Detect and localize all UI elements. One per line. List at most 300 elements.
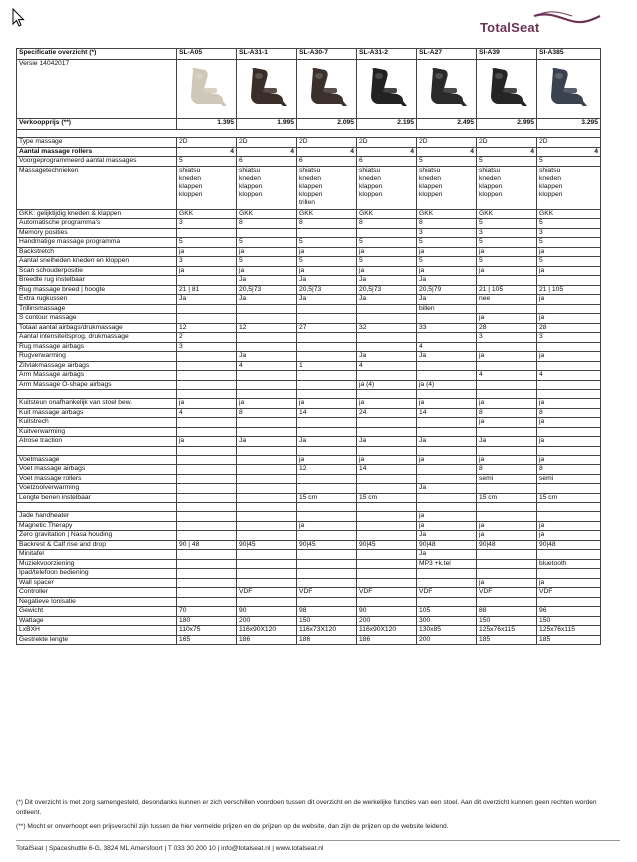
spec-value: 8 (477, 465, 537, 475)
spec-value (537, 446, 601, 455)
spec-value: 12 (297, 465, 357, 475)
spec-label: Jade handheater (17, 512, 177, 522)
spec-value (297, 474, 357, 484)
spec-value (177, 418, 237, 428)
technique-item: klappen (299, 182, 323, 190)
spec-value: semi (477, 474, 537, 484)
technique-item: klappen (179, 182, 203, 190)
spec-value: 21 | 105 (477, 285, 537, 295)
spec-value (537, 503, 601, 512)
spec-value: 185 (477, 635, 537, 645)
spec-row (17, 597, 601, 607)
spec-label: Muziekvoorziening (17, 559, 177, 569)
spec-value: ja (297, 247, 357, 257)
image-row (17, 60, 601, 119)
spec-value: 90|45 (357, 540, 417, 550)
spec-value: ja (357, 455, 417, 465)
model-name: SL-A05 (177, 49, 237, 60)
spec-label: Kuit massage airbags (17, 408, 177, 418)
spec-value: 12 (177, 323, 237, 333)
technique-item: kloppen (479, 190, 503, 198)
spec-value: 5 (537, 257, 601, 267)
spec-row (17, 540, 601, 550)
spec-label: Rugverwarming (17, 352, 177, 362)
spec-value: ja (177, 437, 237, 447)
spec-value: 15 cm (297, 493, 357, 503)
massage-chair-image (363, 66, 409, 108)
spec-value: 125x76x115 (477, 626, 537, 636)
spec-label: Arm Massage airbags (17, 371, 177, 381)
price-value: 2.095 (297, 119, 357, 130)
spec-label (17, 446, 177, 455)
spec-value: ja (537, 521, 601, 531)
spec-value (297, 550, 357, 560)
spec-value: ja (237, 399, 297, 409)
spec-row (17, 238, 601, 248)
spec-value: 5 (357, 257, 417, 267)
spec-value: 4 (357, 361, 417, 371)
spec-value: 8 (297, 219, 357, 229)
spec-value: ja (4) (357, 380, 417, 390)
spec-value: GKK (237, 209, 297, 219)
spec-value (357, 446, 417, 455)
spec-value: 3 (477, 333, 537, 343)
spec-value: 27 (297, 323, 357, 333)
model-name: SL-A27 (417, 49, 477, 60)
spec-row (17, 166, 601, 209)
spec-row (17, 361, 601, 371)
spec-value: 20,5|79 (417, 285, 477, 295)
spec-value (297, 418, 357, 428)
spec-value: 2 (177, 333, 237, 343)
spec-value (417, 390, 477, 399)
technique-item: klappen (239, 182, 263, 190)
spec-value: ja (477, 266, 537, 276)
spec-value (177, 455, 237, 465)
spec-value: 186 (297, 635, 357, 645)
spec-value: GKK (357, 209, 417, 219)
spec-value (177, 446, 237, 455)
spec-label: Gestrekte lengte (17, 635, 177, 645)
spec-value: 200 (357, 616, 417, 626)
spec-value (477, 342, 537, 352)
spec-label: Memory posities (17, 228, 177, 238)
spec-value (297, 342, 357, 352)
price-value: 3.295 (537, 119, 601, 130)
spec-row (17, 266, 601, 276)
spec-value: bluetooth (537, 559, 601, 569)
spec-value: 20,5|73 (357, 285, 417, 295)
spec-label: Backrest & Calf rise and drop (17, 540, 177, 550)
massage-chair-image (543, 66, 589, 108)
spec-value (297, 427, 357, 437)
footer-contact: TotalSeat | Spaceshuttle 6-G, 3824 ML Amersfoort | T 033 30 200 10 | info@totalseat.nl | www.totalseat.nl (16, 845, 324, 852)
spec-label: Totaal aantal airbags/drukmassage (17, 323, 177, 333)
spec-value (477, 361, 537, 371)
spec-value (537, 276, 601, 286)
price-value: 1.395 (177, 119, 237, 130)
spec-value (357, 531, 417, 541)
spec-value (477, 446, 537, 455)
spec-value: 300 (417, 616, 477, 626)
spec-value (537, 166, 601, 209)
spec-label: Extra rugkussen (17, 295, 177, 305)
technique-item: kneden (479, 174, 501, 182)
spec-value (237, 597, 297, 607)
spec-value (177, 512, 237, 522)
spec-value: 90 (237, 607, 297, 617)
spec-row (17, 323, 601, 333)
spec-value (177, 578, 237, 588)
spec-value (177, 276, 237, 286)
spec-value (177, 493, 237, 503)
spec-label: Backstretch (17, 247, 177, 257)
technique-item: shiatsu (479, 166, 501, 174)
spec-value (357, 304, 417, 314)
spacer-row (17, 446, 601, 455)
spec-value: 5 (297, 238, 357, 248)
spec-value: 3 (417, 228, 477, 238)
spacer-row (17, 503, 601, 512)
spec-row (17, 588, 601, 598)
spec-value: ja (297, 455, 357, 465)
spec-value (177, 166, 237, 209)
spec-value (537, 512, 601, 522)
spec-value (297, 531, 357, 541)
spec-value (537, 342, 601, 352)
spec-row (17, 550, 601, 560)
spec-value: ja (537, 399, 601, 409)
spec-value: Ja (357, 352, 417, 362)
spec-label: Wall spacer (17, 578, 177, 588)
spec-value (297, 390, 357, 399)
spec-value (177, 550, 237, 560)
spec-value: 8 (537, 465, 601, 475)
spec-value: Ja (417, 352, 477, 362)
spec-value (177, 352, 237, 362)
spec-value: Ja (417, 437, 477, 447)
spec-row (17, 276, 601, 286)
spec-value: ja (537, 455, 601, 465)
spec-value (177, 588, 237, 598)
spec-value (477, 380, 537, 390)
spec-value: ja (537, 314, 601, 324)
chair-image-cell (537, 60, 601, 119)
spec-value: ja (357, 247, 417, 257)
spec-value (237, 493, 297, 503)
spec-row (17, 314, 601, 324)
spec-value (357, 578, 417, 588)
mouse-cursor-icon (12, 8, 26, 28)
spec-value (357, 342, 417, 352)
spec-value: ja (477, 399, 537, 409)
spec-value: 14 (357, 465, 417, 475)
spec-value (417, 569, 477, 579)
spec-value: VDF (237, 588, 297, 598)
spec-row (17, 455, 601, 465)
spec-value: 90 (357, 607, 417, 617)
spec-value: 28 (477, 323, 537, 333)
spec-label: Voetmassage (17, 455, 177, 465)
brand-name: TotalSeat (480, 20, 540, 35)
spec-value: 20,5|73 (297, 285, 357, 295)
spec-value: ja (537, 531, 601, 541)
spec-value: 5 (477, 219, 537, 229)
spec-value: Ja (417, 550, 477, 560)
spec-label: Arm Massage O-shape airbags (17, 380, 177, 390)
spec-value (357, 166, 417, 209)
spec-value: Ja (177, 295, 237, 305)
spec-value (237, 512, 297, 522)
spec-value: ja (357, 399, 417, 409)
spec-value (417, 578, 477, 588)
spec-value (237, 455, 297, 465)
spec-value: 14 (417, 408, 477, 418)
spec-value: 90|48 (477, 540, 537, 550)
model-name: SL-A30-7 (297, 49, 357, 60)
technique-item: kloppen (179, 190, 203, 198)
spec-value (177, 228, 237, 238)
spec-value: 2D (357, 138, 417, 148)
spec-value: 6 (297, 157, 357, 167)
spec-label: Breedte rug instelbaar (17, 276, 177, 286)
spec-value (237, 166, 297, 209)
model-name: SL-A31-2 (357, 49, 417, 60)
spec-value: 105 (417, 607, 477, 617)
spec-row (17, 427, 601, 437)
model-name: SI-A39 (477, 49, 537, 60)
spec-row (17, 521, 601, 531)
spec-value (537, 361, 601, 371)
spec-row (17, 157, 601, 167)
spec-value: 5 (417, 157, 477, 167)
spec-value: 4 (477, 147, 537, 157)
spec-value: 90|48 (417, 540, 477, 550)
spec-value (297, 228, 357, 238)
spec-value: 3 (477, 228, 537, 238)
spec-label: Aantal intensiteitsprog. drukmassage (17, 333, 177, 343)
spec-value: 4 (417, 147, 477, 157)
spec-value (237, 228, 297, 238)
technique-item: shiatsu (359, 166, 381, 174)
spec-value (177, 390, 237, 399)
spec-value: 5 (237, 257, 297, 267)
spec-label: Negatieve Ionisatie (17, 597, 177, 607)
spec-value (417, 166, 477, 209)
price-value: 2.995 (477, 119, 537, 130)
spec-label: Handmatige massage programma (17, 238, 177, 248)
spec-value: 70 (177, 607, 237, 617)
spec-value (297, 578, 357, 588)
spec-value (417, 446, 477, 455)
spec-value: nee (477, 295, 537, 305)
spec-row (17, 437, 601, 447)
spec-value (177, 371, 237, 381)
spec-value: Ja (297, 276, 357, 286)
spec-row (17, 578, 601, 588)
technique-item: kneden (299, 174, 321, 182)
spec-value: ja (477, 247, 537, 257)
spec-value: Ja (237, 295, 297, 305)
spec-value: 2D (477, 138, 537, 148)
spec-value: 186 (357, 635, 417, 645)
spec-value (417, 465, 477, 475)
spec-value: 2D (417, 138, 477, 148)
spec-value: 4 (417, 342, 477, 352)
spec-value: ja (477, 455, 537, 465)
spec-value: 21 | 105 (537, 285, 601, 295)
spec-value (417, 503, 477, 512)
spec-row (17, 371, 601, 381)
massage-chair-image (483, 66, 529, 108)
spec-label: Minitafel (17, 550, 177, 560)
spec-row (17, 559, 601, 569)
spec-value (357, 521, 417, 531)
technique-item: kloppen (419, 190, 443, 198)
spec-value: ja (417, 455, 477, 465)
technique-item: shiatsu (539, 166, 561, 174)
spec-value: 2D (237, 138, 297, 148)
spec-value: 8 (357, 219, 417, 229)
technique-item: klappen (359, 182, 383, 190)
spec-value (537, 304, 601, 314)
spec-value: ja (177, 266, 237, 276)
spec-value: ja (417, 512, 477, 522)
spec-value: 4 (237, 147, 297, 157)
spec-label: S contour massage (17, 314, 177, 324)
spec-row (17, 304, 601, 314)
spec-value: 185 (537, 635, 601, 645)
spec-value (357, 597, 417, 607)
footnote-price: (**) Mocht er onverhoopt een prijsverschil zijn tussen de hier vermelde prijzen en de prijzen op de website, dan zijn de prijzen op de website leidend. (16, 823, 449, 830)
spec-value (477, 427, 537, 437)
spec-value: ja (177, 247, 237, 257)
spec-value (417, 418, 477, 428)
spec-value (237, 418, 297, 428)
spec-value (357, 512, 417, 522)
spec-value: GKK (537, 209, 601, 219)
spec-value: 5 (237, 238, 297, 248)
spec-label: Scan schouderpositie (17, 266, 177, 276)
spec-value: 165 (177, 635, 237, 645)
spec-value: VDF (477, 588, 537, 598)
spec-value: 5 (357, 238, 417, 248)
spec-value: 15 cm (537, 493, 601, 503)
spec-value (237, 569, 297, 579)
spec-value (417, 427, 477, 437)
spacer-row (17, 390, 601, 399)
spec-value (237, 521, 297, 531)
spec-label: Kuitsteun onafhankelijk van stoel bew. (17, 399, 177, 409)
spec-value (537, 550, 601, 560)
spec-value: 90|45 (237, 540, 297, 550)
spec-value (477, 559, 537, 569)
spec-label: Magnetic Therapy (17, 521, 177, 531)
spec-value: ja (297, 521, 357, 531)
spec-value: ja (477, 521, 537, 531)
spec-value (357, 569, 417, 579)
spec-value (297, 166, 357, 209)
spec-value: 4 (177, 408, 237, 418)
spec-value: ja (417, 399, 477, 409)
spec-value: 200 (417, 635, 477, 645)
spec-label: Atrose traction (17, 437, 177, 447)
technique-item: trillen (299, 198, 315, 206)
spec-value: 200 (237, 616, 297, 626)
spec-value: ja (417, 521, 477, 531)
spec-value: GKK (477, 209, 537, 219)
spec-row (17, 635, 601, 645)
spec-value (357, 228, 417, 238)
spec-value (477, 276, 537, 286)
spec-label: Aantal massage rollers (17, 147, 177, 157)
spec-value: 116x90X120 (237, 626, 297, 636)
spec-value: 32 (357, 323, 417, 333)
spec-value (177, 465, 237, 475)
spec-value: 3 (177, 257, 237, 267)
spec-value: 90|45 (297, 540, 357, 550)
spec-value: 5 (417, 238, 477, 248)
spec-value (237, 465, 297, 475)
technique-item: kloppen (239, 190, 263, 198)
spec-row (17, 295, 601, 305)
specification-table (16, 48, 601, 645)
spec-value: 21 | 81 (177, 285, 237, 295)
spec-value (177, 304, 237, 314)
spec-value: 8 (237, 408, 297, 418)
spec-value: ja (537, 247, 601, 257)
spec-value (537, 390, 601, 399)
spec-value (177, 427, 237, 437)
spec-value (237, 304, 297, 314)
spec-row (17, 399, 601, 409)
spec-value (297, 371, 357, 381)
spec-row (17, 352, 601, 362)
massage-chair-image (183, 66, 229, 108)
spec-value: 3 (537, 228, 601, 238)
spec-label: Trillinsmassage (17, 304, 177, 314)
spec-value: 15 cm (357, 493, 417, 503)
spec-value (297, 446, 357, 455)
spec-value (477, 390, 537, 399)
spec-value (237, 559, 297, 569)
spec-value (177, 559, 237, 569)
model-name: SI-A385 (537, 49, 601, 60)
spec-value: Ja (417, 276, 477, 286)
spec-value: 6 (357, 157, 417, 167)
spec-value: 88 (477, 607, 537, 617)
spec-value: 8 (237, 219, 297, 229)
spec-value: VDF (357, 588, 417, 598)
spec-value: ja (417, 266, 477, 276)
spec-value: ja (477, 418, 537, 428)
technique-item: kneden (419, 174, 441, 182)
technique-item: kneden (179, 174, 201, 182)
technique-item: shiatsu (239, 166, 261, 174)
spec-value (477, 166, 537, 209)
spec-value: VDF (417, 588, 477, 598)
spec-value: 4 (537, 147, 601, 157)
spec-value: VDF (297, 588, 357, 598)
technique-item: kneden (359, 174, 381, 182)
spec-value: 96 (537, 607, 601, 617)
spec-value: 5 (537, 238, 601, 248)
spec-value: 150 (537, 616, 601, 626)
spec-row (17, 285, 601, 295)
spec-value: ja (357, 266, 417, 276)
price-value: 1.995 (237, 119, 297, 130)
spec-value: 14 (297, 408, 357, 418)
